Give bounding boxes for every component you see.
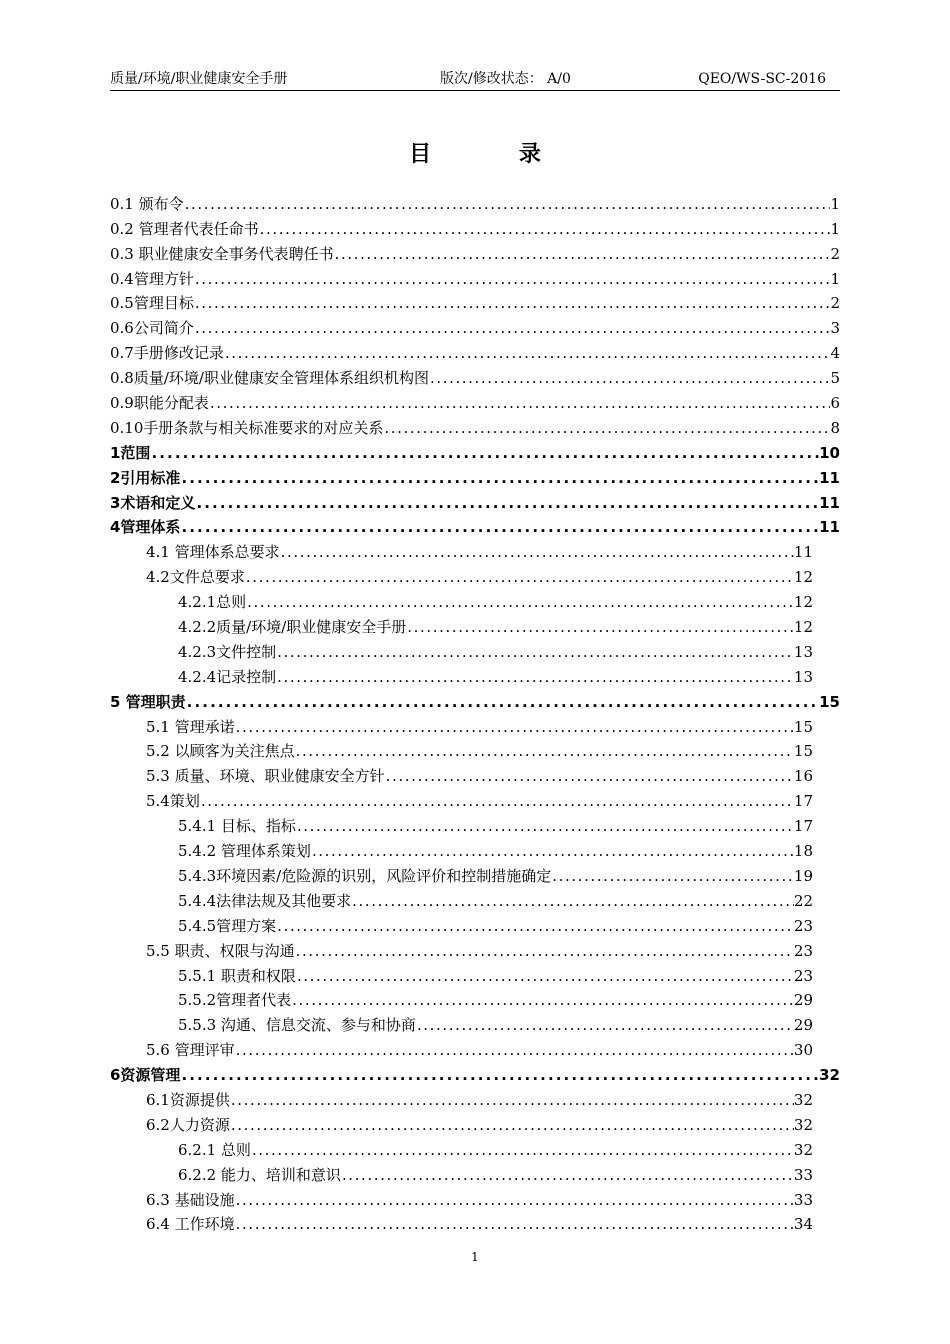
toc-entry-page: 32 [819,1066,840,1085]
table-of-contents [110,188,850,1233]
toc-leader-dots [180,1066,819,1084]
toc-leader-dots [230,1091,794,1109]
toc-entry[interactable] [178,860,813,885]
toc-entry[interactable] [146,711,813,736]
toc-entry[interactable] [146,536,813,561]
toc-entry-label: 5.4.3环境因素/危险源的识别，风险评价和控制措施确定 [178,866,552,885]
toc-entry-page: 32 [793,1090,813,1109]
toc-entry-page: 11 [819,468,840,487]
toc-entry[interactable] [146,1084,813,1109]
toc-entry-page: 17 [793,817,813,836]
toc-leader-dots [235,1041,794,1059]
toc-leader-dots [334,245,831,263]
toc-entry-label: 6.2.2 能力、培训和意识 [178,1165,341,1184]
page-header [110,70,840,91]
toc-entry-label: 5 管理职责 [110,692,186,711]
toc-entry-label: 4.1 管理体系总要求 [146,543,280,562]
toc-entry-label: 2引用标准 [110,468,181,487]
toc-entry[interactable] [146,736,813,761]
toc-entry-page: 1 [830,219,840,238]
toc-leader-dots [291,991,794,1009]
toc-entry-label: 5.5.2管理者代表 [178,991,292,1010]
toc-leader-dots [180,518,819,536]
toc-entry[interactable] [178,835,813,860]
toc-entry-page: 22 [793,891,813,910]
toc-entry-page: 6 [830,394,840,413]
toc-entry-label: 5.5.3 沟通、信息交流、参与和协商 [178,1016,416,1035]
toc-entry[interactable] [178,1134,813,1159]
toc-entry[interactable] [178,661,813,686]
toc-entry-page: 13 [793,642,813,661]
toc-entry-label: 5.4.2 管理体系策划 [178,842,311,861]
toc-entry[interactable] [110,288,840,313]
toc-entry[interactable] [110,462,840,487]
toc-leader-dots [551,867,794,885]
toc-entry-page: 11 [793,543,813,562]
toc-entry-label: 6.4 工作环境 [146,1215,235,1234]
toc-entry[interactable] [146,1184,813,1209]
toc-entry-page: 3 [830,319,840,338]
toc-entry[interactable] [178,1009,813,1034]
toc-entry[interactable] [178,910,813,935]
toc-entry-page: 13 [793,667,813,686]
toc-leader-dots [209,394,831,412]
toc-leader-dots [194,270,831,288]
toc-entry-label: 0.4管理方针 [110,269,194,288]
toc-entry-label: 6.1资源提供 [146,1090,230,1109]
toc-entry-page: 17 [793,792,813,811]
toc-entry[interactable] [146,935,813,960]
toc-entry[interactable] [110,238,840,263]
toc-entry[interactable] [178,611,813,636]
toc-entry-label: 0.10手册条款与相关标准要求的对应关系 [110,418,384,437]
toc-leader-dots [194,319,831,337]
toc-entry[interactable] [110,437,840,462]
toc-entry[interactable] [178,985,813,1010]
toc-leader-dots [245,568,794,586]
toc-entry[interactable] [178,586,813,611]
toc-entry-label: 5.1 管理承诺 [146,717,235,736]
toc-entry-label: 0.5管理目标 [110,294,194,313]
toc-entry-page: 2 [830,294,840,313]
toc-leader-dots [295,942,794,960]
toc-entry[interactable] [178,636,813,661]
toc-entry[interactable] [110,188,840,213]
toc-entry[interactable] [110,686,840,711]
toc-leader-dots [200,792,794,810]
toc-entry[interactable] [146,1034,813,1059]
toc-entry-page: 4 [830,344,840,363]
toc-leader-dots [296,967,794,985]
toc-entry-label: 0.2 管理者代表任命书 [110,219,259,238]
toc-entry-label: 5.4策划 [146,792,200,811]
toc-entry-label: 5.5 职责、权限与沟通 [146,941,295,960]
toc-leader-dots [251,1141,794,1159]
toc-entry-label: 0.8质量/环境/职业健康安全管理体系组织机构图 [110,369,429,388]
toc-leader-dots [385,767,794,785]
toc-entry-page: 32 [793,1115,813,1134]
toc-leader-dots [186,693,819,711]
toc-entry-page: 12 [793,618,813,637]
toc-entry-page: 1 [830,269,840,288]
toc-leader-dots [295,742,794,760]
toc-leader-dots [246,593,794,611]
header-document-code: QEO/WS-SC-2016 [698,71,826,87]
toc-entry-page: 15 [793,717,813,736]
toc-leader-dots [416,1016,794,1034]
toc-entry-page: 5 [830,369,840,388]
toc-leader-dots [259,220,831,238]
toc-entry[interactable] [178,810,813,835]
toc-leader-dots [276,917,794,935]
toc-leader-dots [194,294,831,312]
toc-entry[interactable] [110,1059,840,1084]
toc-entry[interactable] [146,561,813,586]
toc-entry-page: 15 [819,692,840,711]
toc-leader-dots [406,618,794,636]
toc-entry[interactable] [146,1109,813,1134]
toc-entry-label: 4.2文件总要求 [146,568,245,587]
toc-entry-label: 5.3 质量、环境、职业健康安全方针 [146,767,385,786]
toc-leader-dots [150,444,819,462]
toc-entry-label: 1范围 [110,443,151,462]
toc-entry-page: 23 [793,941,813,960]
toc-entry-page: 33 [793,1190,813,1209]
toc-entry-page: 29 [793,991,813,1010]
toc-entry-page: 18 [793,842,813,861]
header-revision-status: 版次/修改状态： A/0 [440,71,571,87]
toc-entry-page: 2 [830,244,840,263]
toc-entry[interactable] [110,412,840,437]
toc-entry[interactable] [110,312,840,337]
toc-entry-page: 12 [793,593,813,612]
toc-leader-dots [276,643,794,661]
toc-entry-label: 4.2.1总则 [178,593,247,612]
toc-entry-label: 0.9职能分配表 [110,394,209,413]
toc-entry[interactable] [178,960,813,985]
toc-entry-label: 5.4.1 目标、指标 [178,817,296,836]
toc-entry[interactable] [110,337,840,362]
toc-entry-label: 5.4.5管理方案 [178,916,277,935]
toc-entry-page: 16 [793,767,813,786]
toc-leader-dots [351,892,794,910]
toc-entry[interactable] [146,1209,813,1234]
toc-entry[interactable] [110,487,840,512]
toc-entry-page: 8 [830,418,840,437]
toc-entry-label: 0.1 颁布令 [110,194,184,213]
toc-entry-label: 6资源管理 [110,1066,181,1085]
toc-entry[interactable] [110,213,840,238]
toc-leader-dots [429,369,830,387]
toc-leader-dots [311,842,794,860]
toc-entry-page: 29 [793,1016,813,1035]
toc-entry-label: 0.3 职业健康安全事务代表聘任书 [110,244,334,263]
toc-entry[interactable] [178,885,813,910]
toc-entry[interactable] [110,263,840,288]
toc-leader-dots [276,668,794,686]
toc-entry-label: 5.6 管理评审 [146,1041,235,1060]
toc-entry-page: 1 [830,194,840,213]
toc-leader-dots [235,1215,794,1233]
toc-entry-label: 6.2人力资源 [146,1115,230,1134]
toc-entry-label: 5.4.4法律法规及其他要求 [178,891,352,910]
toc-leader-dots [184,195,831,213]
toc-entry[interactable] [110,387,840,412]
toc-entry-page: 10 [819,443,840,462]
toc-leader-dots [224,344,831,362]
toc-entry[interactable] [110,512,840,537]
toc-entry-page: 34 [793,1215,813,1234]
page-number: 1 [471,1250,479,1264]
toc-leader-dots [180,469,819,487]
toc-entry-label: 4.2.3文件控制 [178,642,277,661]
toc-entry-label: 0.7手册修改记录 [110,344,224,363]
toc-entry-label: 6.2.1 总则 [178,1140,251,1159]
toc-entry-page: 11 [819,518,840,537]
toc-entry[interactable] [178,1159,813,1184]
toc-entry-label: 5.5.1 职责和权限 [178,966,296,985]
toc-entry-page: 23 [793,966,813,985]
toc-entry-label: 4管理体系 [110,518,181,537]
toc-leader-dots [280,543,794,561]
toc-entry-page: 19 [793,866,813,885]
toc-entry-page: 23 [793,916,813,935]
toc-leader-dots [341,1166,794,1184]
toc-leader-dots [296,817,794,835]
toc-leader-dots [230,1116,794,1134]
toc-leader-dots [235,718,794,736]
toc-leader-dots [235,1191,794,1209]
toc-entry-page: 32 [793,1140,813,1159]
toc-entry-page: 33 [793,1165,813,1184]
toc-entry-page: 12 [793,568,813,587]
toc-title: 目 录 [409,141,581,167]
toc-entry-label: 4.2.2质量/环境/职业健康安全手册 [178,618,407,637]
toc-entry-page: 30 [793,1041,813,1060]
toc-entry-label: 3术语和定义 [110,493,196,512]
toc-entry[interactable] [146,785,813,810]
toc-entry-label: 4.2.4记录控制 [178,667,277,686]
toc-entry[interactable] [110,362,840,387]
toc-leader-dots [383,419,830,437]
toc-entry-label: 5.2 以顾客为关注焦点 [146,742,295,761]
toc-entry[interactable] [146,760,813,785]
toc-entry-page: 15 [793,742,813,761]
header-document-title: 质量/环境/职业健康安全手册 [110,71,288,87]
toc-entry-page: 11 [819,493,840,512]
toc-entry-label: 6.3 基础设施 [146,1190,235,1209]
toc-entry-label: 0.6公司简介 [110,319,194,338]
toc-leader-dots [195,494,819,512]
